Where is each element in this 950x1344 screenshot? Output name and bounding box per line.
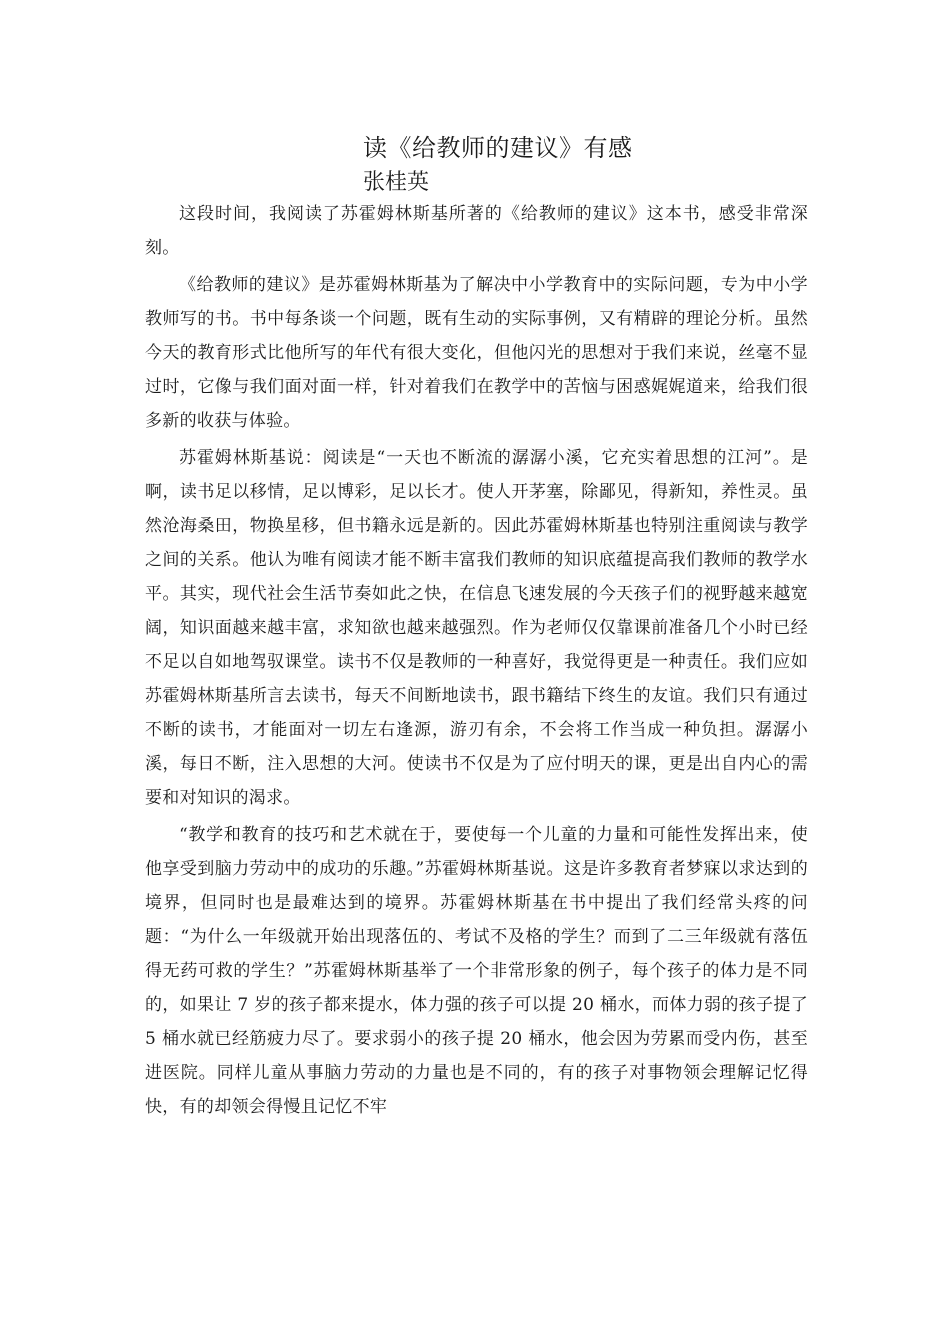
paragraph: 这段时间，我阅读了苏霍姆林斯基所著的《给教师的建议》这本书，感受非常深刻。 [145, 204, 808, 258]
document-author: 张桂英 [363, 170, 430, 195]
document-title: 读《给教师的建议》有感 [363, 134, 633, 162]
paragraph: 苏霍姆林斯基说：阅读是“一天也不断流的潺潺小溪，它充实着思想的江河”。是啊，读书足以移情，足以博彩，足以长才。使人开茅塞，除鄙见，得新知，养性灵。虽然沧海桑田，物换星移，但书籍永远是新的。因此苏霍姆林斯基也特别注重阅读与教学之间的关系。他认为唯有阅读才能不断丰富我们教师的知识底蕴提高我们教师的教学水平。其实，现代社会生活节奏如此之快，在信息飞速发展的今天孩子们的视野越来越宽阔，知识面越来越丰富，求知欲也越来越强烈。作为老师仅仅靠课前准备几个小时已经不足以自如地驾驭课堂。读书不仅是教师的一种喜好，我觉得更是一种责任。我们应如苏霍姆林斯基所言去读书，每天不间断地读书，跟书籍结下终生的友谊。我们只有通过不断的读书，才能面对一切左右逢源，游刃有余，不会将工作当成一种负担。潺潺小溪，每日不断，注入思想的大河。使读书不仅是为了应付明天的课，更是出自内心的需要和对知识的渴求。 [145, 448, 808, 808]
paragraph: “教学和教育的技巧和艺术就在于，要使每一个儿童的力量和可能性发挥出来，使他享受到脑力劳动中的成功的乐趣。”苏霍姆林斯基说。这是许多教育者梦寐以求达到的境界，但同时也是最难达到的境界。苏霍姆林斯基在书中提出了我们经常头疼的问题：“为什么一年级就开始出现落伍的、考试不及格的学生？而到了二三年级就有落伍得无药可救的学生？”苏霍姆林斯基举了一个非常形象的例子，每个孩子的体力是不同的，如果让 7 岁的孩子都来提水，体力强的孩子可以提 20 桶水，而体力弱的孩子提了 5 桶水就已经筋疲力尽了。要求弱小的孩子提 20 桶水，他会因为劳累而受内伤，甚至进医院。同样儿童从事脑力劳动的力量也是不同的，有的孩子对事物领会理解记忆得快，有的却领会得慢且记忆不牢 [145, 825, 808, 1117]
document-body [145, 197, 808, 1127]
paragraph: 《给教师的建议》是苏霍姆林斯基为了解决中小学教育中的实际问题，专为中小学教师写的书。书中每条谈一个问题，既有生动的实际事例，又有精辟的理论分析。虽然今天的教育形式比他所写的年代有很大变化，但他闪光的思想对于我们来说，丝毫不显过时，它像与我们面对面一样，针对着我们在教学中的苦恼与困惑娓娓道来，给我们很多新的收获与体验。 [145, 275, 808, 431]
